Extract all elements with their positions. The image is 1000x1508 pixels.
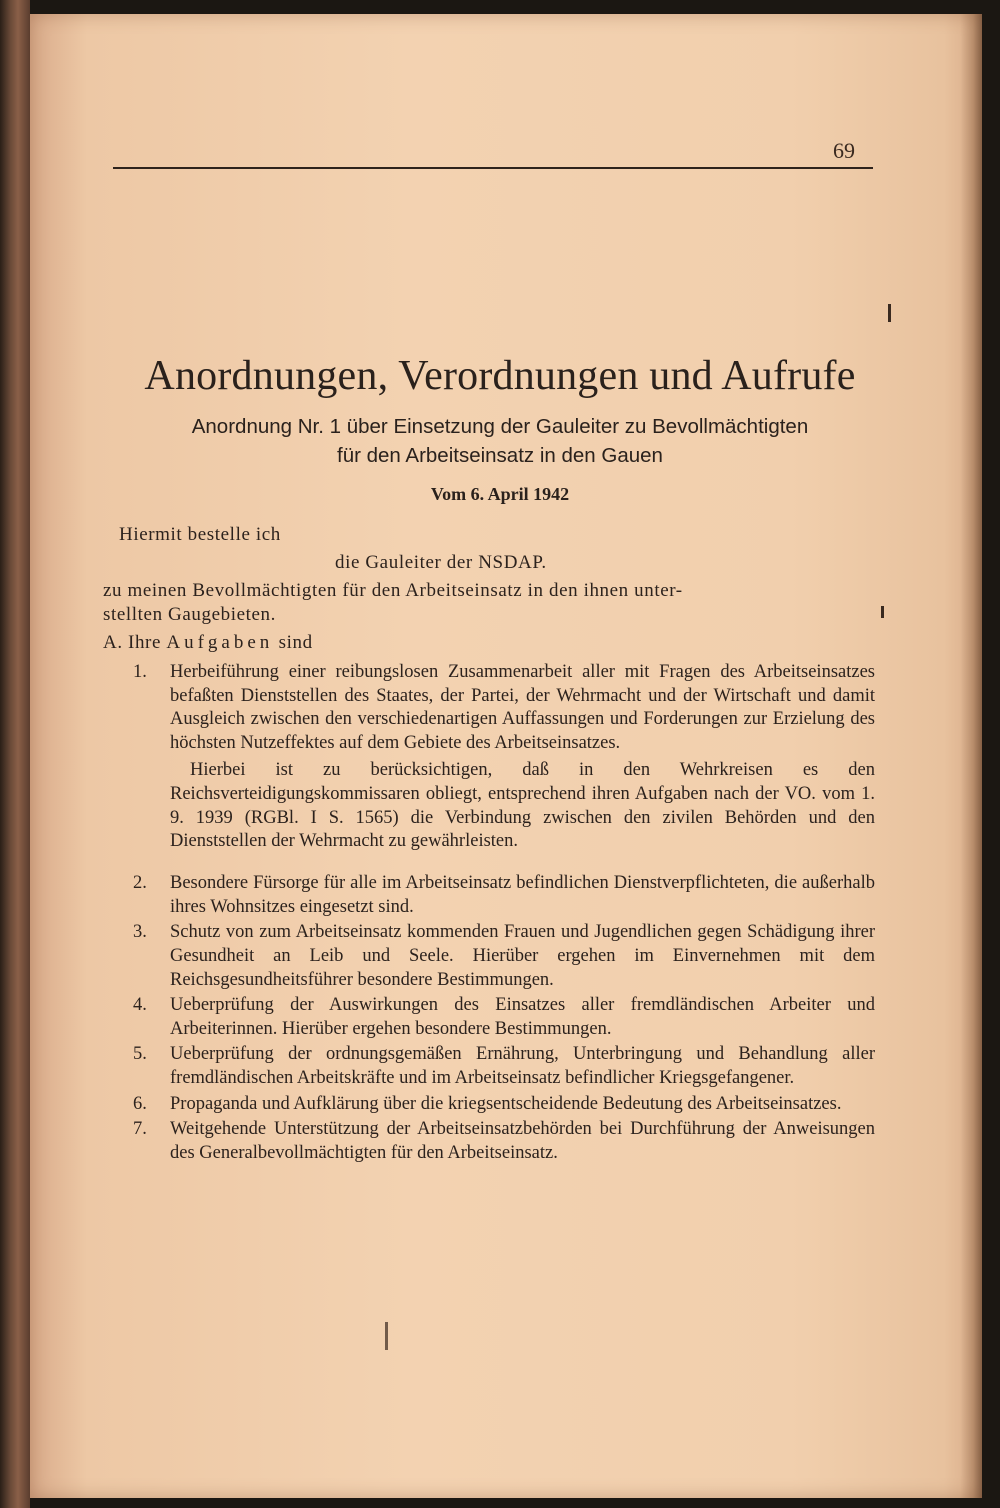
task-item-1 [125,661,875,854]
purpose-line-1: zu meinen Bevollmächtigten für den Arbeitseinsatz in den ihnen unter- [103,580,683,601]
ink-speck [881,606,884,618]
task-text: Ueberprüfung der ordnungsgemäßen Ernährung, Unterbringung und Behandlung aller fremdländischen Arbeitskräfte und im Arbeitseinsatz befindlicher Kriegsgefangener. [170,1044,875,1088]
task-list [125,661,875,1167]
ink-speck [888,304,891,322]
task-item-7 [125,1118,875,1165]
task-text: Weitgehende Unterstützung der Arbeitseinsatzbehörden bei Durchführung der Anweisungen des Generalbevollmächtigten für den Arbeitseinsatz. [170,1119,875,1163]
task-text: Herbeiführung einer reibungslosen Zusammenarbeit aller mit Fragen des Arbeitseinsatzes befaßten Dienststellen des Staates, der Partei, der Wehrmacht und der Wirtschaft und damit Ausgleich zwischen den verschiedenartigen Auffassungen und Forderungen zur Erzielung des höchsten Nutzeffektes auf dem Gebiete des Arbeitseinsatzes. [170,662,875,753]
task-item-5 [125,1043,875,1090]
task-number: 4. [133,995,147,1016]
subtitle-line-1: Anordnung Nr. 1 über Einsetzung der Gauleiter zu Bevollmächtigten [191,415,809,438]
task-text: Besondere Fürsorge für alle im Arbeitseinsatz befindlichen Dienstverpflichteten, die außerhalb ihres Wohnsitzes eingesetzt sind. [170,873,875,917]
task-text: Schutz von zum Arbeitseinsatz kommenden Frauen und Jugendlichen gegen Schädigung ihrer Gesundheit an Leib und Seele. Hierüber ergehen im Einvernehmen mit dem Reichsgesundheitsführer besondere Bestimmungen. [170,922,875,990]
task-note: Hierbei ist zu berücksichtigen, daß in den Wehrkreisen es den Reichsverteidigungskommissaren obliegt, entsprechend ihren Aufgaben nach der VO. vom 1. 9. 1939 (RGBl. I S. 1565) die Verbindung zwischen den zivilen Behörden und den Dienststellen der Wehrmacht zu gewährleisten. [170,760,875,852]
intro-text: Hiermit bestelle ich [119,524,281,545]
task-number: 7. [133,1119,147,1140]
section-a-spaced-word: Aufgaben [166,632,274,653]
task-number: 5. [133,1044,147,1065]
page-title: Anordnungen, Verordnungen und Aufrufe [144,353,856,399]
section-a-heading [103,632,313,654]
task-number: 6. [133,1093,147,1114]
page-number: 69 [833,138,855,163]
header-rule [113,167,873,169]
ink-speck [385,1322,388,1350]
book-spine [0,0,30,1508]
ordinance-date: Vom 6. April 1942 [430,484,570,504]
page-edge-shadow [960,14,982,1498]
ordinance-subtitle [100,412,900,470]
task-item-4 [125,994,875,1041]
task-number: 1. [133,662,147,682]
task-number: 2. [133,873,147,894]
task-item-6 [125,1093,875,1117]
purpose-line-2: stellten Gaugebieten. [103,604,276,625]
section-a-suffix: sind [278,632,313,653]
task-text: Ueberprüfung der Auswirkungen des Einsatzes aller fremdländischen Arbeiter und Arbeiterinnen. Hierüber ergehen besondere Bestimmungen. [170,995,875,1039]
task-item-3 [125,921,875,992]
task-text: Propaganda und Aufklärung über die kriegsentscheidende Bedeutung des Arbeitseinsatzes. [170,1093,842,1114]
section-a-prefix: A. Ihre [103,632,162,653]
document-page [30,14,982,1498]
subtitle-line-2: für den Arbeitseinsatz in den Gauen [337,444,663,467]
task-number: 3. [133,922,147,943]
task-item-2 [125,872,875,919]
addressee-text: die Gauleiter der NSDAP. [335,552,547,573]
